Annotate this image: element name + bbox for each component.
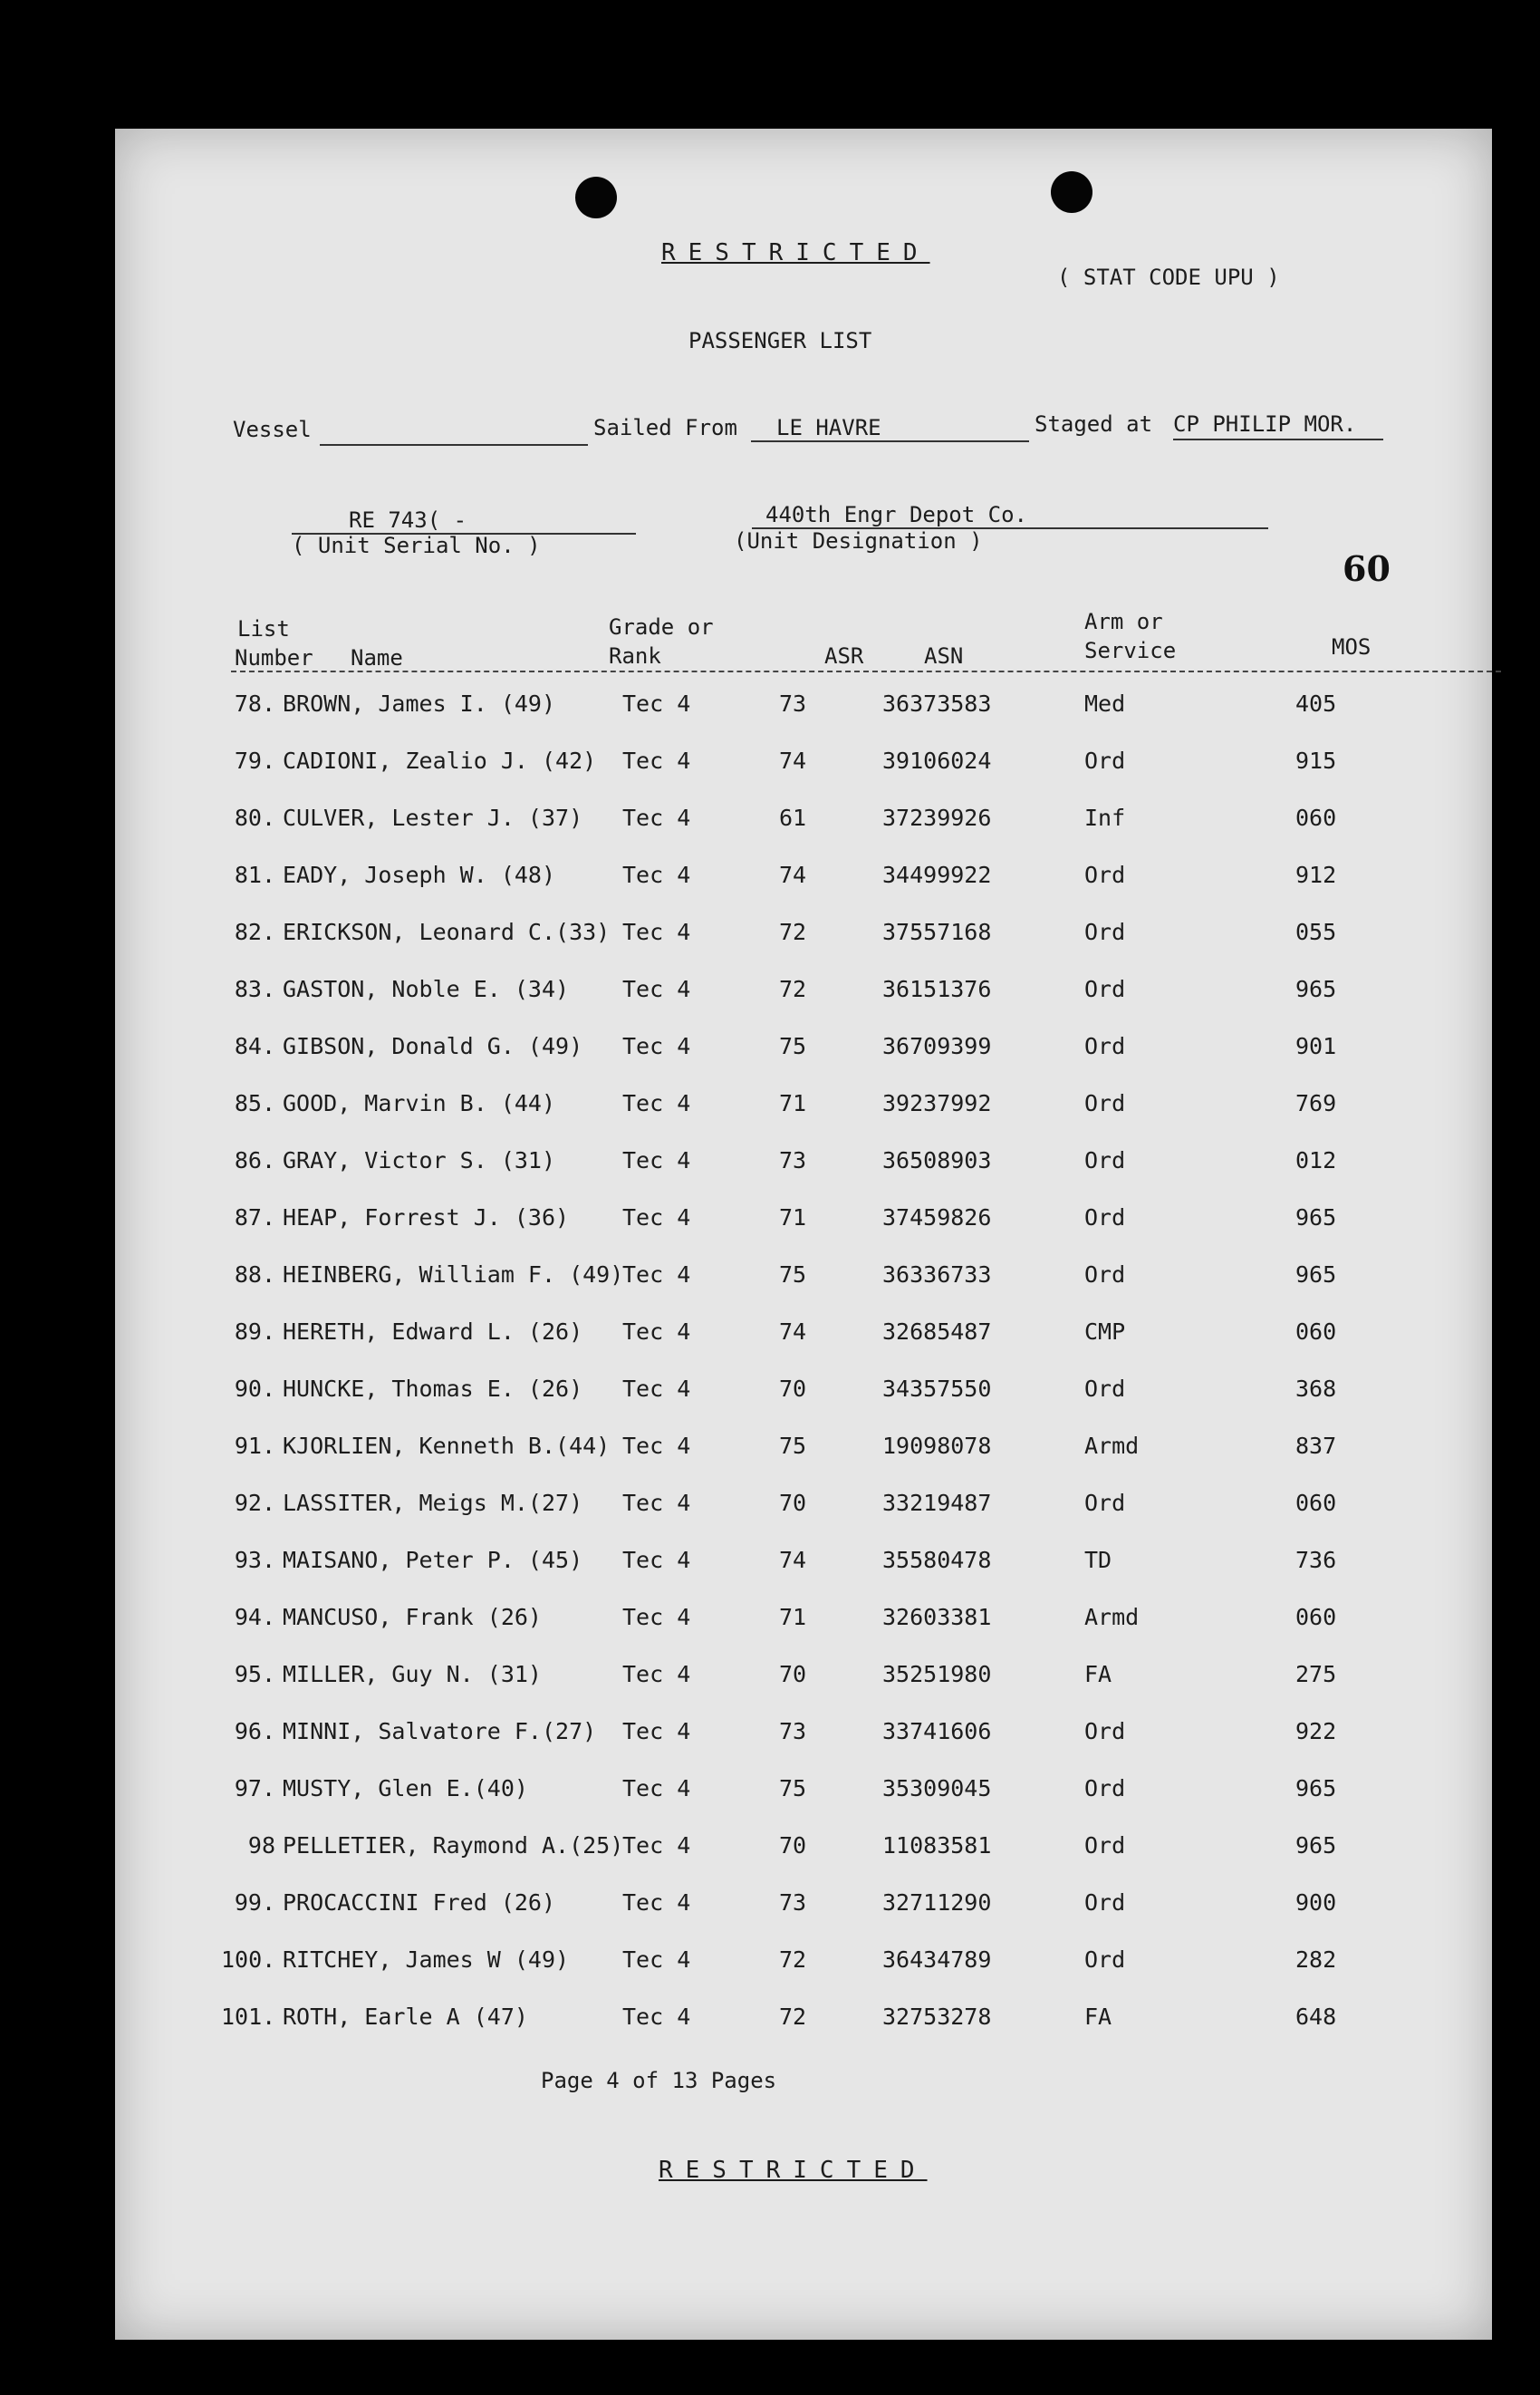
arm-service: Ord: [1084, 1490, 1126, 1516]
col-arm-bottom: Service: [1084, 638, 1177, 663]
mos-code: 060: [1295, 805, 1337, 831]
grade-rank: Tec 4: [622, 2004, 691, 2030]
grade-rank: Tec 4: [622, 1547, 691, 1573]
restricted-heading-top: RESTRICTED: [661, 239, 930, 266]
mos-code: 922: [1295, 1718, 1337, 1744]
asn-number: 32711290: [882, 1889, 992, 1916]
arm-service: FA: [1084, 1661, 1112, 1687]
list-number: 83.: [234, 976, 275, 1002]
asr-score: 75: [779, 1261, 807, 1288]
grade-rank: Tec 4: [622, 976, 691, 1002]
mos-code: 648: [1295, 2004, 1337, 2030]
passenger-name: HUNCKE, Thomas E. (26): [283, 1376, 583, 1402]
passenger-name: KJORLIEN, Kenneth B.(44): [283, 1433, 611, 1459]
list-number: 92.: [234, 1490, 275, 1516]
mos-code: 912: [1295, 862, 1337, 888]
passenger-name: CADIONI, Zealio J. (42): [283, 748, 597, 774]
asr-score: 72: [779, 2004, 807, 2030]
table-row: [115, 1832, 1492, 1869]
arm-service: Ord: [1084, 1775, 1126, 1801]
asn-number: 36434789: [882, 1946, 992, 1973]
asn-number: 39237992: [882, 1090, 992, 1116]
col-grade-bottom: Rank: [609, 643, 661, 669]
arm-service: Ord: [1084, 1889, 1126, 1916]
asn-number: 37557168: [882, 919, 992, 945]
grade-rank: Tec 4: [622, 1033, 691, 1059]
list-number: 94.: [234, 1604, 275, 1630]
asr-score: 72: [779, 919, 807, 945]
table-row: [115, 1147, 1492, 1183]
asn-number: 19098078: [882, 1433, 992, 1459]
list-number: 81.: [234, 862, 275, 888]
table-row: [115, 976, 1492, 1012]
col-asn: ASN: [924, 643, 964, 669]
table-row: [115, 1490, 1492, 1526]
table-row: [115, 1033, 1492, 1069]
table-row: [115, 690, 1492, 727]
asr-score: 71: [779, 1090, 807, 1116]
passenger-name: LASSITER, Meigs M.(27): [283, 1490, 583, 1516]
mos-code: 275: [1295, 1661, 1337, 1687]
passenger-name: HEAP, Forrest J. (36): [283, 1204, 570, 1231]
passenger-name: GIBSON, Donald G. (49): [283, 1033, 583, 1059]
asr-score: 72: [779, 1946, 807, 1973]
grade-rank: Tec 4: [622, 1889, 691, 1916]
passenger-name: GOOD, Marvin B. (44): [283, 1090, 556, 1116]
grade-rank: Tec 4: [622, 1318, 691, 1345]
asn-number: 33741606: [882, 1718, 992, 1744]
table-row: [115, 805, 1492, 841]
grade-rank: Tec 4: [622, 1832, 691, 1859]
arm-service: Ord: [1084, 862, 1126, 888]
passenger-name: GRAY, Victor S. (31): [283, 1147, 556, 1173]
asr-score: 70: [779, 1661, 807, 1687]
unit-designation-label: (Unit Designation ): [734, 528, 983, 554]
mos-code: 965: [1295, 1261, 1337, 1288]
restricted-heading-bottom: RESTRICTED: [659, 2157, 928, 2184]
arm-service: Ord: [1084, 1832, 1126, 1859]
grade-rank: Tec 4: [622, 1775, 691, 1801]
grade-rank: Tec 4: [622, 862, 691, 888]
passenger-name: MINNI, Salvatore F.(27): [283, 1718, 597, 1744]
asn-number: 37239926: [882, 805, 992, 831]
asr-score: 71: [779, 1204, 807, 1231]
list-number: 101.: [221, 2004, 276, 2030]
arm-service: Ord: [1084, 748, 1126, 774]
mos-code: 965: [1295, 976, 1337, 1002]
passenger-name: ROTH, Earle A (47): [283, 2004, 528, 2030]
grade-rank: Tec 4: [622, 1147, 691, 1173]
passenger-name: MILLER, Guy N. (31): [283, 1661, 542, 1687]
asr-score: 70: [779, 1490, 807, 1516]
asr-score: 74: [779, 748, 807, 774]
asr-score: 74: [779, 862, 807, 888]
mos-code: 965: [1295, 1832, 1337, 1859]
asn-number: 36151376: [882, 976, 992, 1002]
list-number: 98: [247, 1832, 275, 1859]
passenger-name: MUSTY, Glen E.(40): [283, 1775, 528, 1801]
sailed-from-field: LE HAVRE: [751, 415, 1029, 442]
asn-number: 36373583: [882, 690, 992, 717]
col-number: Number: [235, 645, 313, 671]
asn-number: 35580478: [882, 1547, 992, 1573]
arm-service: Ord: [1084, 1033, 1126, 1059]
mos-code: 060: [1295, 1318, 1337, 1345]
table-row: [115, 1889, 1492, 1926]
passenger-name: GASTON, Noble E. (34): [283, 976, 570, 1002]
asn-number: 34499922: [882, 862, 992, 888]
arm-service: Ord: [1084, 1376, 1126, 1402]
mos-code: 915: [1295, 748, 1337, 774]
arm-service: Ord: [1084, 1261, 1126, 1288]
mos-code: 965: [1295, 1204, 1337, 1231]
mos-code: 901: [1295, 1033, 1337, 1059]
punch-hole: [1051, 171, 1092, 213]
col-arm-top: Arm or: [1084, 609, 1163, 634]
passenger-name: BROWN, James I. (49): [283, 690, 556, 717]
grade-rank: Tec 4: [622, 1261, 691, 1288]
asn-number: 37459826: [882, 1204, 992, 1231]
asr-score: 71: [779, 1604, 807, 1630]
arm-service: Ord: [1084, 1090, 1126, 1116]
table-row: [115, 919, 1492, 955]
list-number: 86.: [234, 1147, 275, 1173]
table-row: [115, 1261, 1492, 1298]
arm-service: Ord: [1084, 1204, 1126, 1231]
passenger-name: MANCUSO, Frank (26): [283, 1604, 542, 1630]
unit-serial-field: RE 743( -: [292, 507, 636, 535]
asr-score: 75: [779, 1033, 807, 1059]
mos-code: 060: [1295, 1604, 1337, 1630]
table-row: [115, 862, 1492, 898]
asr-score: 73: [779, 690, 807, 717]
mos-code: 965: [1295, 1775, 1337, 1801]
staged-at-field: CP PHILIP MOR.: [1173, 411, 1383, 440]
grade-rank: Tec 4: [622, 1490, 691, 1516]
col-list-top: List: [237, 616, 290, 642]
table-row: [115, 1204, 1492, 1241]
mos-code: 055: [1295, 919, 1337, 945]
passenger-name: PROCACCINI Fred (26): [283, 1889, 556, 1916]
asn-number: 32685487: [882, 1318, 992, 1345]
arm-service: Armd: [1084, 1433, 1140, 1459]
passenger-name: PELLETIER, Raymond A.(25): [283, 1832, 624, 1859]
grade-rank: Tec 4: [622, 1433, 691, 1459]
mos-code: 736: [1295, 1547, 1337, 1573]
punch-hole: [575, 177, 617, 218]
grade-rank: Tec 4: [622, 919, 691, 945]
mos-code: 282: [1295, 1946, 1337, 1973]
header-rule: [231, 671, 1501, 672]
grade-rank: Tec 4: [622, 748, 691, 774]
passenger-name: HERETH, Edward L. (26): [283, 1318, 583, 1345]
list-number: 79.: [234, 748, 275, 774]
unit-designation-field: 440th Engr Depot Co.: [752, 502, 1268, 529]
list-number: 90.: [234, 1376, 275, 1402]
table-row: [115, 1547, 1492, 1583]
page-number-stamp: 60: [1343, 548, 1391, 589]
vessel-field: [320, 417, 588, 446]
sailed-from-label: Sailed From: [593, 415, 737, 440]
asr-score: 61: [779, 805, 807, 831]
table-row: [115, 1376, 1492, 1412]
col-mos: MOS: [1332, 634, 1372, 660]
asr-score: 75: [779, 1775, 807, 1801]
list-number: 87.: [234, 1204, 275, 1231]
table-row: [115, 1604, 1492, 1640]
list-number: 80.: [234, 805, 275, 831]
passenger-name: MAISANO, Peter P. (45): [283, 1547, 583, 1573]
list-number: 96.: [234, 1718, 275, 1744]
col-grade-top: Grade or: [609, 614, 714, 640]
passenger-name: RITCHEY, James W (49): [283, 1946, 570, 1973]
passenger-name: EADY, Joseph W. (48): [283, 862, 556, 888]
mos-code: 769: [1295, 1090, 1337, 1116]
page-info: Page 4 of 13 Pages: [541, 2068, 777, 2093]
table-row: [115, 1946, 1492, 1983]
staged-at-label: Staged at: [1035, 411, 1153, 437]
grade-rank: Tec 4: [622, 690, 691, 717]
vessel-label: Vessel: [233, 417, 312, 442]
document-page: [115, 129, 1492, 2340]
asr-score: 70: [779, 1376, 807, 1402]
grade-rank: Tec 4: [622, 1718, 691, 1744]
arm-service: Ord: [1084, 1147, 1126, 1173]
arm-service: Ord: [1084, 919, 1126, 945]
mos-code: 368: [1295, 1376, 1337, 1402]
asr-score: 70: [779, 1832, 807, 1859]
grade-rank: Tec 4: [622, 805, 691, 831]
grade-rank: Tec 4: [622, 1090, 691, 1116]
grade-rank: Tec 4: [622, 1604, 691, 1630]
table-row: [115, 1090, 1492, 1126]
table-row: [115, 1775, 1492, 1811]
list-number: 93.: [234, 1547, 275, 1573]
asr-score: 74: [779, 1547, 807, 1573]
mos-code: 837: [1295, 1433, 1337, 1459]
table-row: [115, 1318, 1492, 1355]
list-number: 89.: [234, 1318, 275, 1345]
stat-code: ( STAT CODE UPU ): [1057, 265, 1280, 290]
mos-code: 405: [1295, 690, 1337, 717]
asn-number: 11083581: [882, 1832, 992, 1859]
table-row: [115, 2004, 1492, 2040]
grade-rank: Tec 4: [622, 1946, 691, 1973]
arm-service: Ord: [1084, 976, 1126, 1002]
list-number: 82.: [234, 919, 275, 945]
asn-number: 35309045: [882, 1775, 992, 1801]
mos-code: 012: [1295, 1147, 1337, 1173]
unit-serial-label: ( Unit Serial No. ): [292, 533, 541, 558]
grade-rank: Tec 4: [622, 1376, 691, 1402]
table-row: [115, 1433, 1492, 1469]
grade-rank: Tec 4: [622, 1204, 691, 1231]
asn-number: 32753278: [882, 2004, 992, 2030]
list-number: 97.: [234, 1775, 275, 1801]
asn-number: 36508903: [882, 1147, 992, 1173]
arm-service: TD: [1084, 1547, 1112, 1573]
passenger-name: CULVER, Lester J. (37): [283, 805, 583, 831]
asn-number: 35251980: [882, 1661, 992, 1687]
asn-number: 32603381: [882, 1604, 992, 1630]
asr-score: 74: [779, 1318, 807, 1345]
asn-number: 34357550: [882, 1376, 992, 1402]
passenger-name: ERICKSON, Leonard C.(33): [283, 919, 611, 945]
arm-service: Inf: [1084, 805, 1126, 831]
mos-code: 060: [1295, 1490, 1337, 1516]
asn-number: 39106024: [882, 748, 992, 774]
col-asr: ASR: [824, 643, 864, 669]
list-number: 95.: [234, 1661, 275, 1687]
list-number: 99.: [234, 1889, 275, 1916]
list-number: 88.: [234, 1261, 275, 1288]
table-row: [115, 1718, 1492, 1754]
col-name: Name: [351, 645, 403, 671]
arm-service: Ord: [1084, 1946, 1126, 1973]
grade-rank: Tec 4: [622, 1661, 691, 1687]
asr-score: 73: [779, 1718, 807, 1744]
table-row: [115, 748, 1492, 784]
table-row: [115, 1661, 1492, 1697]
asr-score: 73: [779, 1147, 807, 1173]
list-number: 84.: [234, 1033, 275, 1059]
asr-score: 72: [779, 976, 807, 1002]
arm-service: CMP: [1084, 1318, 1126, 1345]
asn-number: 33219487: [882, 1490, 992, 1516]
asn-number: 36336733: [882, 1261, 992, 1288]
arm-service: Ord: [1084, 1718, 1126, 1744]
arm-service: Armd: [1084, 1604, 1140, 1630]
list-number: 91.: [234, 1433, 275, 1459]
mos-code: 900: [1295, 1889, 1337, 1916]
list-number: 78.: [234, 690, 275, 717]
asn-number: 36709399: [882, 1033, 992, 1059]
passenger-name: HEINBERG, William F. (49): [283, 1261, 624, 1288]
asr-score: 73: [779, 1889, 807, 1916]
list-number: 85.: [234, 1090, 275, 1116]
arm-service: FA: [1084, 2004, 1112, 2030]
arm-service: Med: [1084, 690, 1126, 717]
document-title: PASSENGER LIST: [688, 328, 872, 353]
asr-score: 75: [779, 1433, 807, 1459]
list-number: 100.: [221, 1946, 276, 1973]
